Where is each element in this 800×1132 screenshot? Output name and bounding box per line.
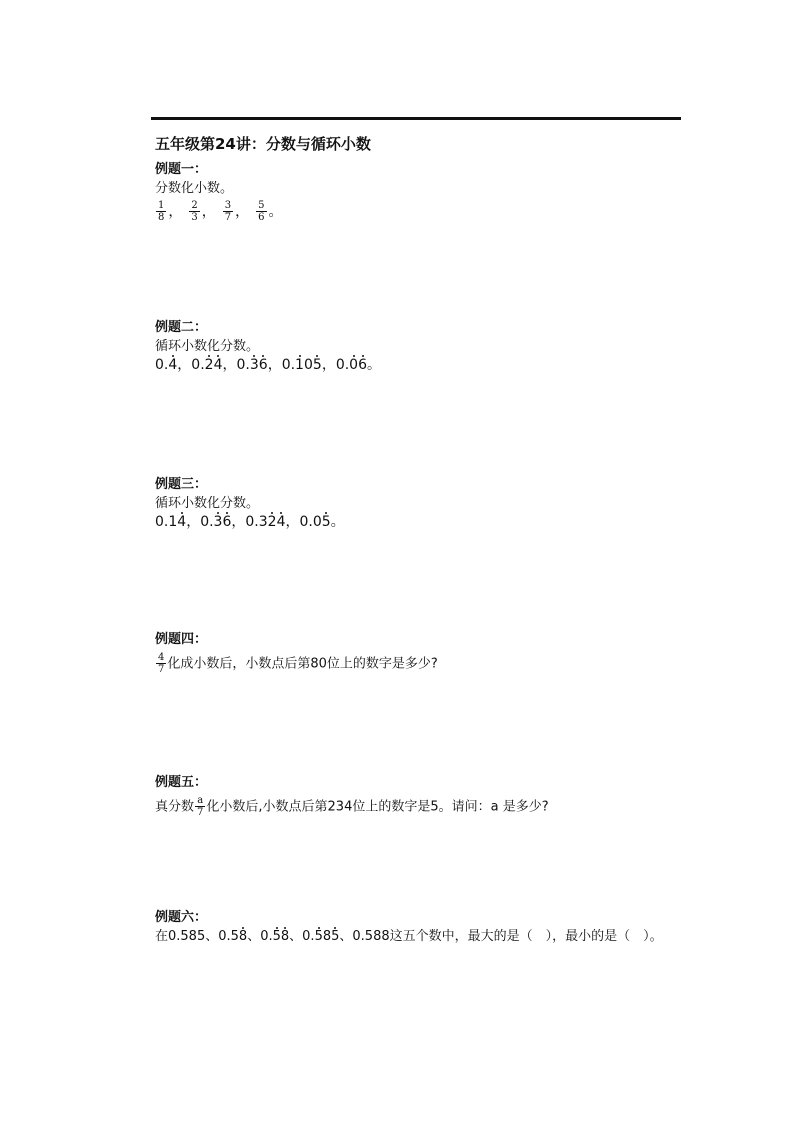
example-question <box>155 930 715 943</box>
question-prefix: 真分数 <box>155 799 195 815</box>
example-instruction: 循环小数化分数。 <box>155 496 260 511</box>
decimal-list <box>155 515 715 529</box>
fraction-denominator: 7 <box>224 212 232 223</box>
example-label: 例题六： <box>155 910 208 925</box>
header-rule <box>151 117 681 120</box>
example-question <box>155 652 715 675</box>
decimal-digits: 0. <box>155 357 169 373</box>
repeating-digit: 6 <box>258 357 268 373</box>
decimal-digits: 、0. <box>247 929 273 944</box>
repeating-decimal <box>155 357 177 373</box>
example-label: 例题三： <box>155 477 208 492</box>
question-text: 化小数后,小数点后第234位上的数字是5。请问：a 是多少? <box>206 799 549 815</box>
fraction-numerator: 2 <box>191 200 198 211</box>
decimal-digits: 、0.5 <box>205 929 239 944</box>
repeating-decimal <box>289 929 339 944</box>
decimal-digits: 0. <box>200 514 214 530</box>
decimal-digits: 在0.585 <box>155 929 206 944</box>
punctuation: ， <box>168 203 183 220</box>
repeating-decimal <box>282 357 322 373</box>
fraction <box>256 200 266 223</box>
example-label: 例题二： <box>155 320 208 335</box>
repeating-digit: 6 <box>358 357 368 373</box>
repeating-decimal <box>205 929 247 944</box>
example-label: 例题一： <box>155 162 208 177</box>
repeating-digit: 5 <box>312 357 322 373</box>
repeating-digit: 8 <box>238 929 248 944</box>
example-instruction: 循环小数化分数。 <box>155 339 260 354</box>
repeating-digit: 5 <box>321 514 331 530</box>
punctuation: ， <box>177 357 192 373</box>
fraction-numerator: 1 <box>158 200 165 211</box>
repeating-digit: 8 <box>280 929 290 944</box>
repeating-digit: 4 <box>276 514 286 530</box>
fraction-denominator: 7 <box>158 664 165 675</box>
repeating-digit: 4 <box>177 514 187 530</box>
repeating-digit: 2 <box>204 357 214 373</box>
repeating-decimal <box>339 929 662 944</box>
decimal-digits: 0. <box>281 357 296 373</box>
decimal-digits: 、0.588这五个数中，最大的是（ ），最小的是（ ）。 <box>339 929 663 944</box>
repeating-digit: 6 <box>222 514 232 530</box>
decimal-digits: 0.1 <box>155 514 178 530</box>
repeating-decimal <box>155 514 186 530</box>
example-4 <box>155 633 715 675</box>
fraction <box>156 652 166 675</box>
fraction-list <box>155 200 715 223</box>
fraction <box>223 200 233 223</box>
decimal-digits: 、0. <box>289 929 315 944</box>
decimal-digits: 0.3 <box>245 514 268 530</box>
repeating-decimal <box>200 514 231 530</box>
repeating-decimal <box>236 357 267 373</box>
repeating-digit: 1 <box>295 357 304 373</box>
repeating-decimal <box>247 929 289 944</box>
fraction-denominator: 8 <box>158 212 165 223</box>
fraction-numerator: 5 <box>258 200 265 211</box>
example-2 <box>155 321 715 372</box>
fraction <box>156 200 166 223</box>
repeating-digit: 3 <box>249 357 259 373</box>
fraction-numerator: 4 <box>158 652 165 663</box>
example-5 <box>155 776 715 818</box>
repeating-digit: 4 <box>168 357 178 373</box>
punctuation: ， <box>186 514 201 530</box>
repeating-digit: 3 <box>213 514 223 530</box>
punctuation: ， <box>285 514 300 530</box>
example-instruction: 分数化小数。 <box>155 181 234 196</box>
repeating-decimal <box>155 929 205 944</box>
repeating-digit: 5 <box>331 929 340 944</box>
example-question <box>155 795 715 818</box>
fraction-denominator: 7 <box>197 807 204 818</box>
repeating-digit: 2 <box>267 514 277 530</box>
example-label: 例题四： <box>155 632 208 647</box>
page-title: 五年级第24讲：分数与循环小数 <box>155 135 371 153</box>
fraction-numerator: 3 <box>224 200 232 211</box>
repeating-digit: 5 <box>314 929 323 944</box>
decimal-digits: 0. <box>335 357 350 373</box>
punctuation: 。 <box>367 357 382 373</box>
question-text: 化成小数后，小数点后第80位上的数字是多少? <box>167 656 438 672</box>
decimal-digits: 0.0 <box>299 514 322 530</box>
fraction <box>195 795 205 818</box>
repeating-decimal <box>300 514 331 530</box>
punctuation: ， <box>267 357 282 373</box>
repeating-digit: 4 <box>213 357 223 373</box>
fraction-denominator: 6 <box>258 212 265 223</box>
example-label: 例题五： <box>155 775 208 790</box>
punctuation: ， <box>201 203 216 220</box>
punctuation: ， <box>231 514 246 530</box>
fraction-numerator: a <box>197 795 204 806</box>
example-1 <box>155 163 715 223</box>
fraction <box>189 200 199 223</box>
punctuation: ， <box>235 203 250 220</box>
decimal-list <box>155 358 715 372</box>
fraction-denominator: 3 <box>191 212 198 223</box>
decimal-digits: 8 <box>322 929 332 944</box>
example-3 <box>155 478 715 529</box>
repeating-decimal <box>336 357 367 373</box>
punctuation: 。 <box>330 514 345 530</box>
example-6 <box>155 911 715 943</box>
repeating-decimal <box>245 514 285 530</box>
punctuation: ， <box>321 357 336 373</box>
decimal-digits: 0. <box>191 357 205 373</box>
decimal-digits: 0 <box>303 357 313 373</box>
decimal-digits: 0. <box>236 357 250 373</box>
repeating-digit: 0 <box>349 357 359 373</box>
punctuation: ， <box>222 357 237 373</box>
repeating-decimal <box>191 357 222 373</box>
repeating-digit: 5 <box>272 929 281 944</box>
punctuation: 。 <box>268 203 283 220</box>
